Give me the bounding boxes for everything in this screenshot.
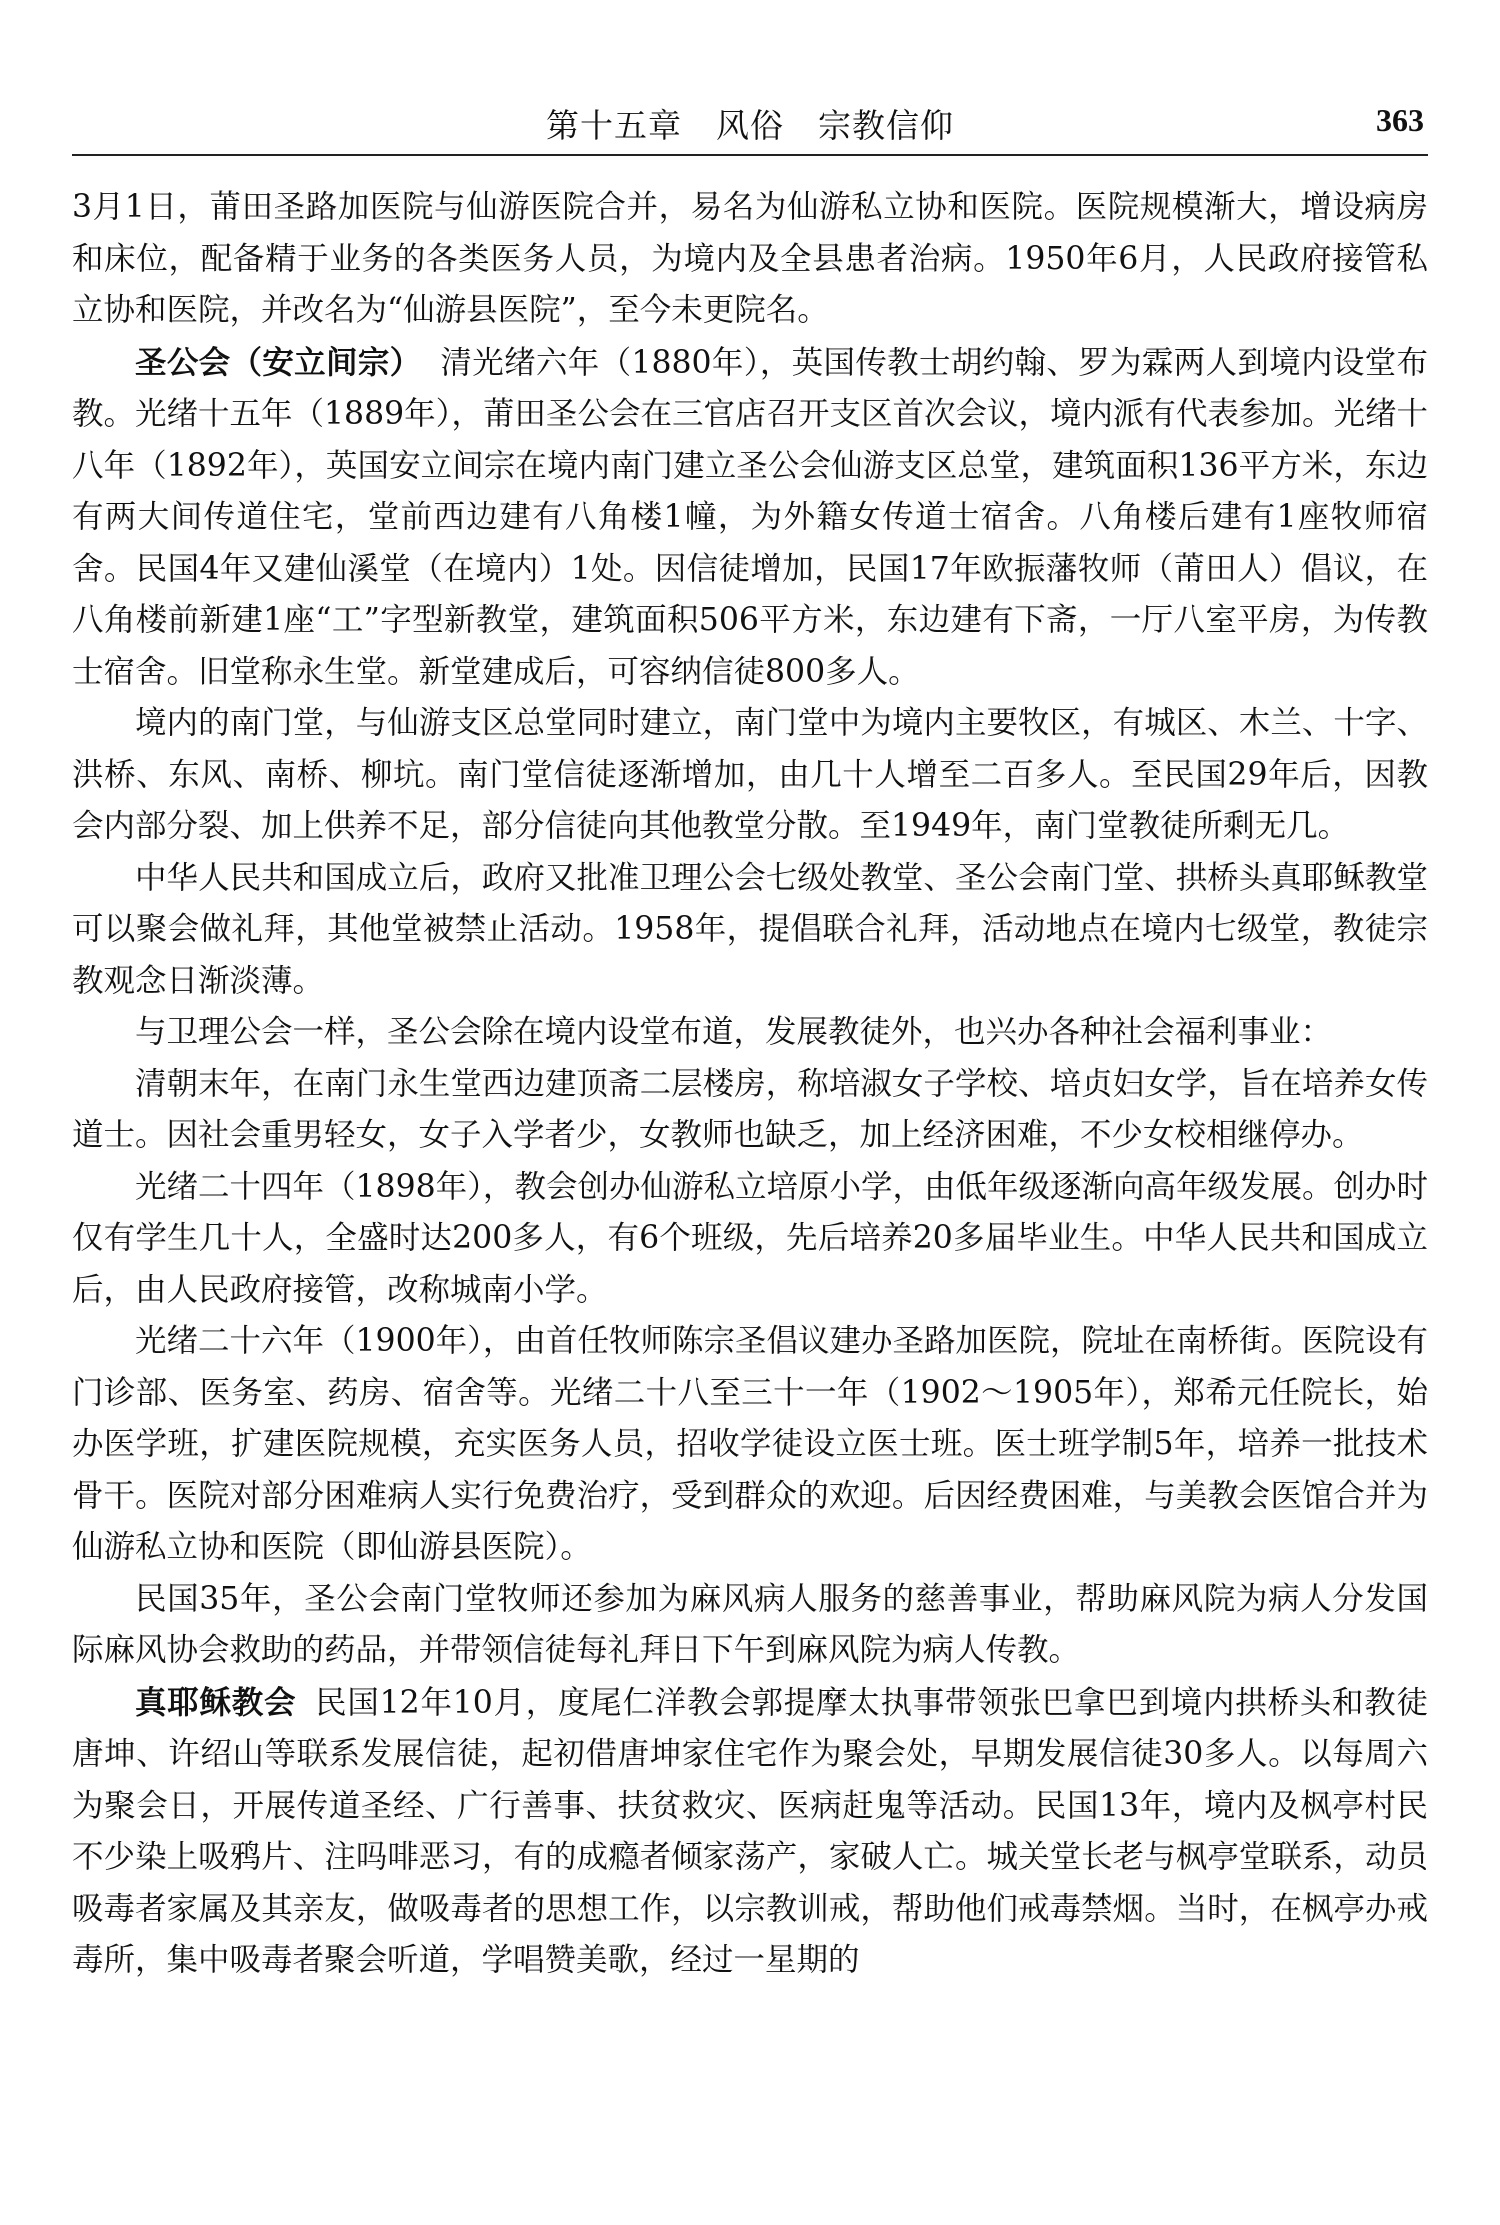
paragraph [72,853,1428,1008]
page-number: 363 [1376,102,1424,138]
paragraph-text: 中华人民共和国成立后，政府又批准卫理公会七级处教堂、圣公会南门堂、拱桥头真耶稣教堂可以聚会做礼拜，其他堂被禁止活动。1958年，提倡联合礼拜，活动地点在境内七级堂，教徒宗教观念日渐淡薄。 [72,859,1428,999]
paragraph-text: 与卫理公会一样，圣公会除在境内设堂布道，发展教徒外，也兴办各种社会福利事业： [135,1014,1333,1050]
paragraph [72,1162,1428,1317]
page-header [72,94,1428,156]
paragraph-text: 光绪二十四年（1898年），教会创办仙游私立培原小学，由低年级逐渐向高年级发展。创办时仅有学生几十人，全盛时达200多人，有6个班级，先后培养20多届毕业生。中华人民共和国成立后，由人民政府接管，改称城南小学。 [72,1168,1428,1308]
paragraph-text: 民国12年10月，度尾仁洋教会郭提摩太执事带领张巴拿巴到境内拱桥头和教徒唐坤、许绍山等联系发展信徒，起初借唐坤家住宅作为聚会处，早期发展信徒30多人。以每周六为聚会日，开展传道圣经、广行善事、扶贫救灾、医病赶鬼等活动。民国13年，境内及枫亭村民不少染上吸鸦片、注吗啡恶习，有的成瘾者倾家荡产，家破人亡。城关堂长老与枫亭堂联系，动员吸毒者家属及其亲友，做吸毒者的思想工作，以宗教训戒，帮助他们戒毒禁烟。当时，在枫亭办戒毒所，集中吸毒者聚会听道，学唱赞美歌，经过一星期的 [72,1684,1428,1978]
section-term: 真耶稣教会 [135,1683,297,1721]
paragraph-text: 清光绪六年（1880年），英国传教士胡约翰、罗为霖两人到境内设堂布教。光绪十五年（1889年），莆田圣公会在三官店召开支区首次会议，境内派有代表参加。光绪十八年（1892年），英国安立间宗在境内南门建立圣公会仙游支区总堂，建筑面积136平方米，东边有两大间传道住宅，堂前西边建有八角楼1幢，为外籍女传道士宿舍。八角楼后建有1座牧师宿舍。民国4年又建仙溪堂（在境内）1处。因信徒增加，民国17年欧振藩牧师（莆田人）倡议，在八角楼前新建1座“工”字型新教堂，建筑面积506平方米，东边建有下斋，一厅八室平房，为传教士宿舍。旧堂称永生堂。新堂建成后，可容纳信徒800多人。 [72,344,1428,690]
paragraph [72,1316,1428,1574]
paragraph [72,1574,1428,1677]
paragraph [72,698,1428,853]
paragraph [72,1677,1428,1987]
paragraph [72,182,1428,337]
paragraph [72,1007,1428,1059]
paragraph-text: 3月1日，莆田圣路加医院与仙游医院合并，易名为仙游私立协和医院。医院规模渐大，增设病房和床位，配备精于业务的各类医务人员，为境内及全县患者治病。1950年6月，人民政府接管私立协和医院，并改名为“仙游县医院”，至今未更院名。 [72,189,1428,328]
paragraph-text: 民国35年，圣公会南门堂牧师还参加为麻风病人服务的慈善事业，帮助麻风院为病人分发国际麻风协会救助的药品，并带领信徒每礼拜日下午到麻风院为病人传教。 [72,1580,1428,1668]
paragraph [72,337,1428,699]
paragraph-text: 光绪二十六年（1900年），由首任牧师陈宗圣倡议建办圣路加医院，院址在南桥街。医院设有门诊部、医务室、药房、宿舍等。光绪二十八至三十一年（1902～1905年），郑希元任院长，始办医学班，扩建医院规模，充实医务人员，招收学徒设立医士班。医士班学制5年，培养一批技术骨干。医院对部分困难病人实行免费治疗，受到群众的欢迎。后因经费困难，与美教会医馆合并为仙游私立协和医院（即仙游县医院）。 [72,1323,1428,1565]
body-text [72,182,1428,1987]
paragraph-text: 境内的南门堂，与仙游支区总堂同时建立，南门堂中为境内主要牧区，有城区、木兰、十字、洪桥、东风、南桥、柳坑。南门堂信徒逐渐增加，由几十人增至二百多人。至民国29年后，因教会内部分裂、加上供养不足，部分信徒向其他教堂分散。至1949年，南门堂教徒所剩无几。 [72,705,1428,844]
section-term: 圣公会（安立间宗） [135,343,422,381]
paragraph [72,1059,1428,1162]
chapter-title: 第十五章 风俗 宗教信仰 [546,106,954,145]
paragraph-text: 清朝末年，在南门永生堂西边建顶斋二层楼房，称培淑女子学校、培贞妇女学，旨在培养女传道士。因社会重男轻女，女子入学者少，女教师也缺乏，加上经济困难，不少女校相继停办。 [72,1065,1428,1153]
